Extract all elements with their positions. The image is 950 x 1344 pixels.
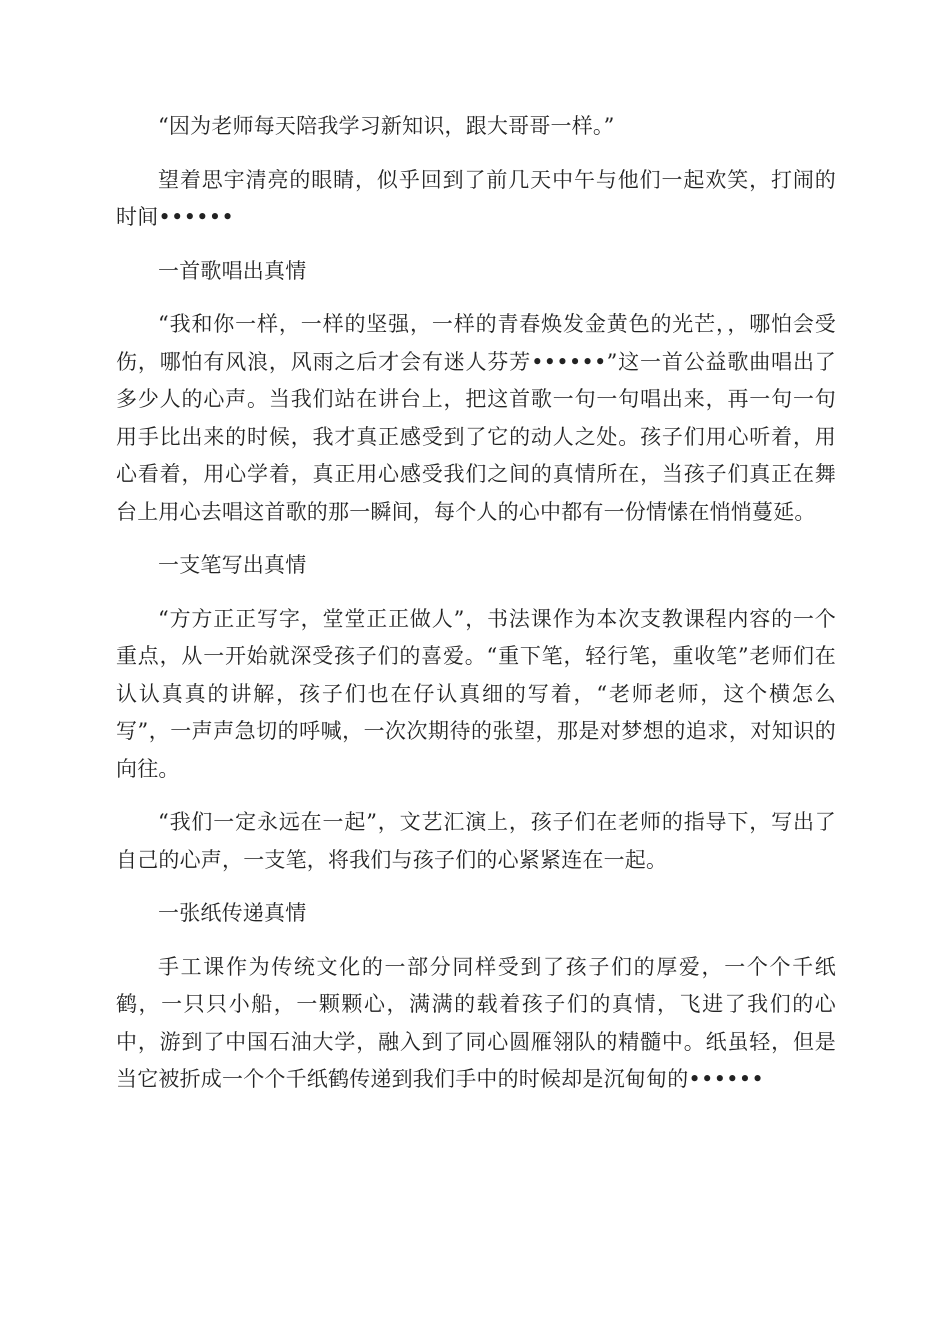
paragraph-teacher-quote: “因为老师每天陪我学习新知识，跟大哥哥一样。” bbox=[158, 114, 615, 138]
section-heading-paper: 一张纸传递真情 bbox=[158, 901, 307, 925]
paragraph-song: “我和你一样，一样的坚强，一样的青春焕发金黄色的光芒，，哪怕会受伤，哪怕有风浪，风雨之后才会有迷人芬芳••••••”这一首公益歌曲唱出了多少人的心声。当我们站在讲台上，把这首歌一句一句唱出来，再一句一句用手比出来的时候，我才真正感受到了它的动人之处。孩子们用心听着，用心看着，用心学着，真正用心感受我们之间的真情所在，当孩子们真正在舞台上用心去唱这首歌的那一瞬间，每个人的心中都有一份情愫在悄悄蔓延。 bbox=[116, 312, 836, 524]
paragraph-calligraphy: “方方正正写字，堂堂正正做人”，书法课作为本次支教课程内容的一个重点，从一开始就深受孩子们的喜爱。“重下笔，轻行笔，重收笔”老师们在认认真真的讲解，孩子们也在仔认真细的写着，“老师老师，这个横怎么写”，一声声急切的呼喊，一次次期待的张望，那是对梦想的追求，对知识的向往。 bbox=[116, 606, 836, 781]
section-heading-song: 一首歌唱出真情 bbox=[158, 258, 307, 283]
section-heading-pen: 一支笔写出真情 bbox=[158, 553, 307, 577]
paragraph-performance: “我们一定永远在一起”，文艺汇演上，孩子们在老师的指导下，写出了自己的心声，一支笔，将我们与孩子们的心紧紧连在一起。 bbox=[116, 810, 836, 872]
paragraph-memory: 望着思宇清亮的眼睛，似乎回到了前几天中午与他们一起欢笑，打闹的时间•••••• bbox=[116, 167, 836, 229]
paragraph-handcraft: 手工课作为传统文化的一部分同样受到了孩子们的厚爱，一个个千纸鹤，一只只小船，一颗颗心，满满的载着孩子们的真情，飞进了我们的心中，游到了中国石油大学，融入到了同心圆雁翎队的精髓中。纸虽轻，但是当它被折成一个个千纸鹤传递到我们手中的时候却是沉甸甸的•••••• bbox=[116, 954, 836, 1091]
document-body bbox=[116, 108, 836, 1115]
